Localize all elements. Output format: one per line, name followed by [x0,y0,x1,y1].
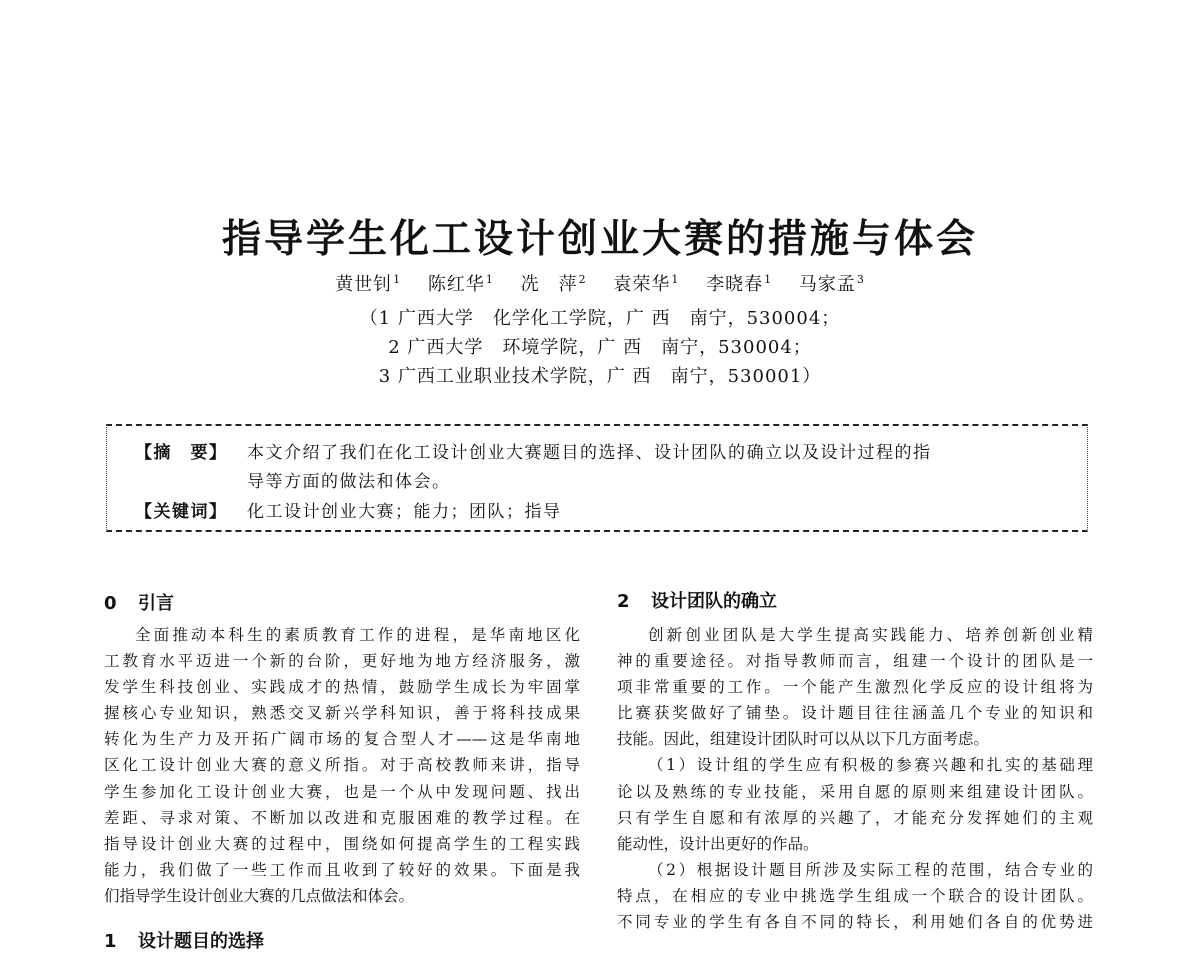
abstract-text: 导等方面的做法和体会。 [247,472,451,492]
affiliation: 2 广西大学 环境学院，广 西 南宁，530004； [388,337,812,358]
text-line: 项非常重要的工作。一个能产生激烈化学反应的设计组将为 [617,678,1093,697]
author: 李晓春$^1$ [706,273,773,295]
affiliation: （1 广西大学 化学化工学院，广 西 南宁，530004； [359,308,841,329]
section-heading-intro: 0 引言 [104,593,174,614]
text-line: 特点，在相应的专业中挑选学生组成一个联合的设计团队。 [617,886,1093,905]
text-line: （1）设计组的学生应有积极的参赛兴趣和扎实的基础理 [648,756,1093,775]
text-line: 工教育水平迈进一个新的台阶，更好地为地方经济服务，激 [104,652,580,671]
abstract-label: 【摘 要】 [135,443,228,463]
author-list [0,270,1200,296]
keywords-text: 化工设计创业大赛；能力；团队；指导 [247,502,562,522]
keywords-label: 【关键词】 [135,502,228,522]
text-line: 差距、寻求对策、不断加以改进和克服困难的教学过程。在 [104,808,580,827]
abstract-box [106,424,1088,532]
text-line: 能动性，设计出更好的作品。 [617,834,819,853]
text-line: 握核心专业知识，熟悉交叉新兴学科知识，善于将科技成果 [104,704,580,723]
text-line: 技能。因此，组建设计团队时可以从以下几方面考虑。 [617,730,990,749]
affiliation: 3 广西工业职业技术学院，广 西 南宁，530001） [378,366,822,387]
text-line: 创新创业团队是大学生提高实践能力、培养创新创业精 [648,626,1093,644]
text-line: 指导设计创业大赛的过程中，围绕如何提高学生的工程实践 [104,834,580,853]
text-line: 不同专业的学生有各自不同的特长，利用她们各自的优势进 [617,913,1093,932]
author: 黄世钊$^1$ [335,273,402,295]
author: 冼 萍$^2$ [520,273,587,295]
author: 陈红华$^1$ [427,273,494,295]
section-heading-topic: 1 设计题目的选择 [104,931,264,952]
keywords [135,497,562,522]
paper-title: 指导学生化工设计创业大赛的措施与体会 [221,217,978,262]
text-line: 发学生科技创业、实践成才的热情，鼓励学生成长为牢固掌 [104,678,580,697]
body-column-left [104,622,580,909]
text-line: 只有学生自愿和有浓厚的兴趣了，才能充分发挥她们的主观 [617,808,1093,827]
text-line: 学生参加化工设计创业大赛，也是一个从中发现问题、找出 [104,782,580,801]
text-line: 比赛获奖做好了铺垫。设计题目往往涵盖几个专业的知识和 [617,704,1093,723]
text-line: 神的重要途径。对指导教师而言，组建一个设计的团队是一 [617,652,1093,671]
author: 马家孟$^3$ [798,273,865,295]
text-line: 论以及熟练的专业技能，采用自愿的原则来组建设计团队。 [617,782,1093,801]
body-column-right [617,622,1093,935]
text-line: （2）根据设计题目所涉及实际工程的范围，结合专业的 [648,860,1093,879]
section-heading-team: 2 设计团队的确立 [617,591,777,612]
text-line: 们指导学生设计创业大赛的几点做法和体会。 [104,886,415,905]
text-line: 转化为生产力及开拓广阔市场的复合型人才——这是华南地 [104,730,580,749]
text-line: 全面推动本科生的素质教育工作的进程，是华南地区化 [135,626,580,644]
abstract-text: 本文介绍了我们在化工设计创业大赛题目的选择、设计团队的确立以及设计过程的指 [247,443,932,463]
text-line: 能力，我们做了一些工作而且收到了较好的效果。下面是我 [104,860,580,879]
author: 袁荣华$^1$ [613,273,680,295]
abstract [135,438,932,463]
text-line: 区化工设计创业大赛的意义所指。对于高校教师来讲，指导 [104,756,580,775]
